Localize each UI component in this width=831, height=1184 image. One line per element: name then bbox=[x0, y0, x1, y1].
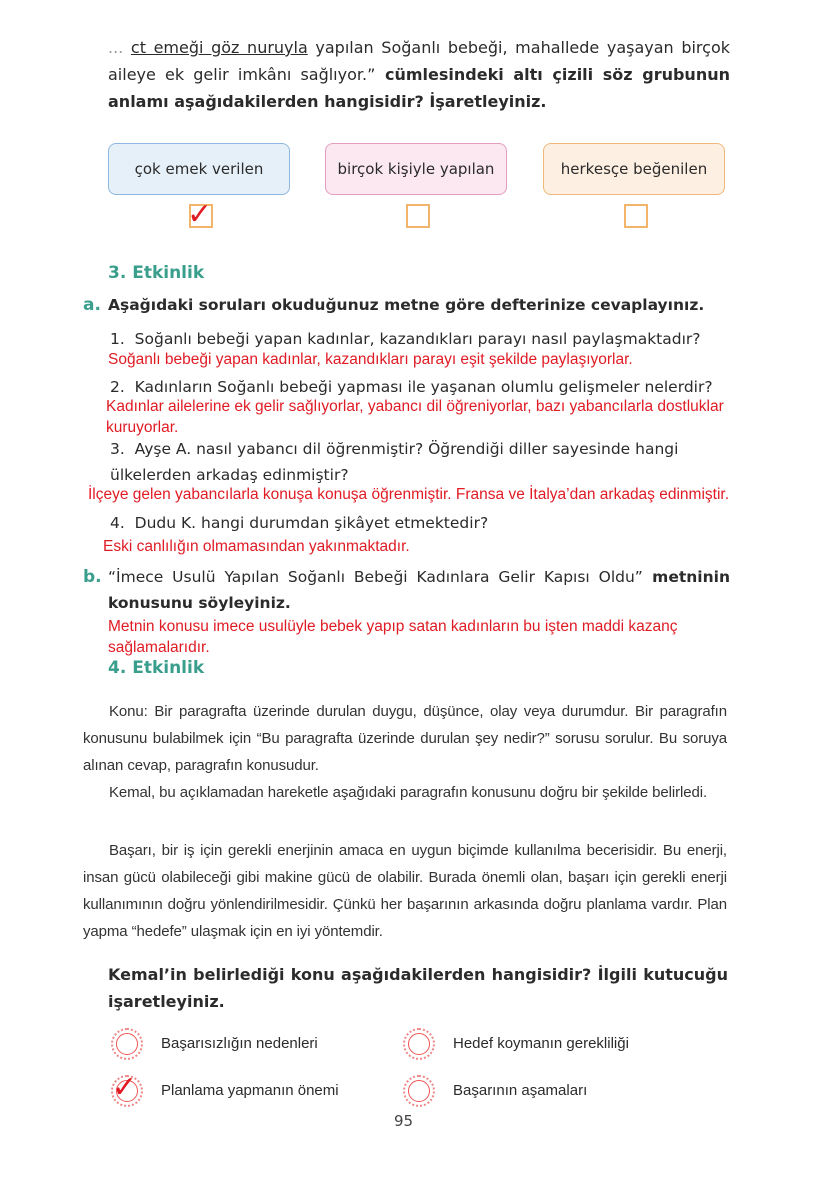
option-box-1[interactable] bbox=[108, 143, 290, 195]
question-instruction: cümlesindeki altı çizili söz grubunun anlamı aşağıdakilerden hangisidir? İşaretleyiniz. bbox=[108, 65, 730, 111]
answer-1: Soğanlı bebeği yapan kadınlar, kazandıkları parayı eşit şekilde paylaşıyorlar. bbox=[108, 351, 633, 368]
choice-label: Hedef koymanın gerekliliği bbox=[453, 1035, 629, 1052]
choice-label: Planlama yapmanın önemi bbox=[161, 1082, 339, 1099]
choice-label: Başarının aşamaları bbox=[453, 1082, 588, 1099]
item-letter-b: b. bbox=[83, 567, 102, 587]
quote-text: yapılan Soğanlı bebeği, mahallede yaşayan birçok aileye ek gelir imkânı sağlıyor.” bbox=[108, 38, 730, 84]
checkbox-3[interactable] bbox=[624, 204, 648, 228]
question-1: 1. Soğanlı bebeği yapan kadınlar, kazandıkları parayı nasıl paylaşmaktadır? bbox=[110, 330, 701, 348]
radio-choice-1[interactable] bbox=[111, 1028, 143, 1060]
instruction-b: “İmece Usulü Yapılan Soğanlı Bebeği Kadınlara Gelir Kapısı Oldu” metninin konusunu söyleyiniz. bbox=[108, 568, 730, 612]
activity-4-question: Kemal’in belirlediği konu aşağıdakilerden hangisidir? İlgili kutucuğu işaretleyiniz. bbox=[108, 965, 728, 1011]
question-4: 4. Dudu K. hangi durumdan şikâyet etmektedir? bbox=[110, 514, 489, 532]
choice-label: Başarısızlığın nedenleri bbox=[161, 1035, 318, 1052]
definition-paragraph: Konu: Bir paragrafta üzerinde durulan duygu, düşünce, olay veya durumdur. Bir paragrafın konusunu bulabilmek için “Bu paragrafta üzerinde durulan şey nedir?” sorusu sorulur. Bu soruya alınan cevap, paragrafın konusudur. bbox=[83, 703, 727, 774]
check-mark-icon: ✓ bbox=[112, 1070, 138, 1105]
clipped-text: ... bbox=[108, 38, 124, 57]
question-3: 3. Ayşe A. nasıl yabancı dil öğrenmiştir? Öğrendiği diller sayesinde hangi ülkelerden arkadaş edinmiştir? bbox=[110, 440, 679, 484]
option-label: birçok kişiyle yapılan bbox=[337, 160, 495, 178]
instruction-a: Aşağıdaki soruları okuduğunuz metne göre defterinize cevaplayınız. bbox=[108, 296, 705, 314]
check-mark-icon: ✓ bbox=[187, 197, 213, 232]
answer-3: İlçeye gelen yabancılarla konuşa konuşa öğrenmiştir. Fransa ve İtalya’dan arkadaş edinmiştir. bbox=[88, 486, 730, 503]
option-box-2[interactable] bbox=[325, 143, 507, 195]
answer-4: Eski canlılığın olmamasından yakınmaktadır. bbox=[103, 538, 410, 555]
answer-2: Kadınlar ailelerine ek gelir sağlıyorlar, yabancı dil öğreniyorlar, bazı yabancılarla dostluklar kuruyorlar. bbox=[106, 398, 724, 436]
checkbox-2[interactable] bbox=[406, 204, 430, 228]
option-box-3[interactable] bbox=[543, 143, 725, 195]
underlined-phrase: ct emeği göz nuruyla bbox=[130, 38, 308, 57]
option-label: herkesçe beğenilen bbox=[560, 160, 708, 178]
activity-4-title: 4. Etkinlik bbox=[108, 658, 205, 678]
page-number: 95 bbox=[394, 1112, 414, 1130]
question-2: 2. Kadınların Soğanlı bebeği yapması ile yaşanan olumlu gelişmeler nelerdir? bbox=[110, 378, 713, 396]
success-paragraph: Başarı, bir iş için gerekli enerjinin amaca en uygun biçimde kullanılma becerisidir. Bu enerji, insan gücü olabileceği gibi makine gücü de olabilir. Burada önemli olan, başarı için gerekli enerji kullanımının doğru yönlendirilmesidir. Çünkü her başarının arkasında doğru planlama vardır. Plan yapma “hedefe” ulaşmak için en iyi yöntemdir. bbox=[83, 842, 727, 940]
answer-b: Metnin konusu imece usulüyle bebek yapıp satan kadınların bu işten maddi kazanç sağlamalarıdır. bbox=[108, 618, 678, 656]
activity-3-title: 3. Etkinlik bbox=[108, 263, 205, 283]
question-text bbox=[108, 34, 730, 115]
radio-choice-4[interactable] bbox=[403, 1075, 435, 1107]
kemal-paragraph: Kemal, bu açıklamadan hareketle aşağıdaki paragrafın konusunu doğru bir şekilde belirledi. bbox=[109, 784, 708, 801]
item-letter-a: a. bbox=[83, 295, 101, 315]
option-label: çok emek verilen bbox=[134, 160, 264, 178]
radio-choice-2[interactable] bbox=[403, 1028, 435, 1060]
